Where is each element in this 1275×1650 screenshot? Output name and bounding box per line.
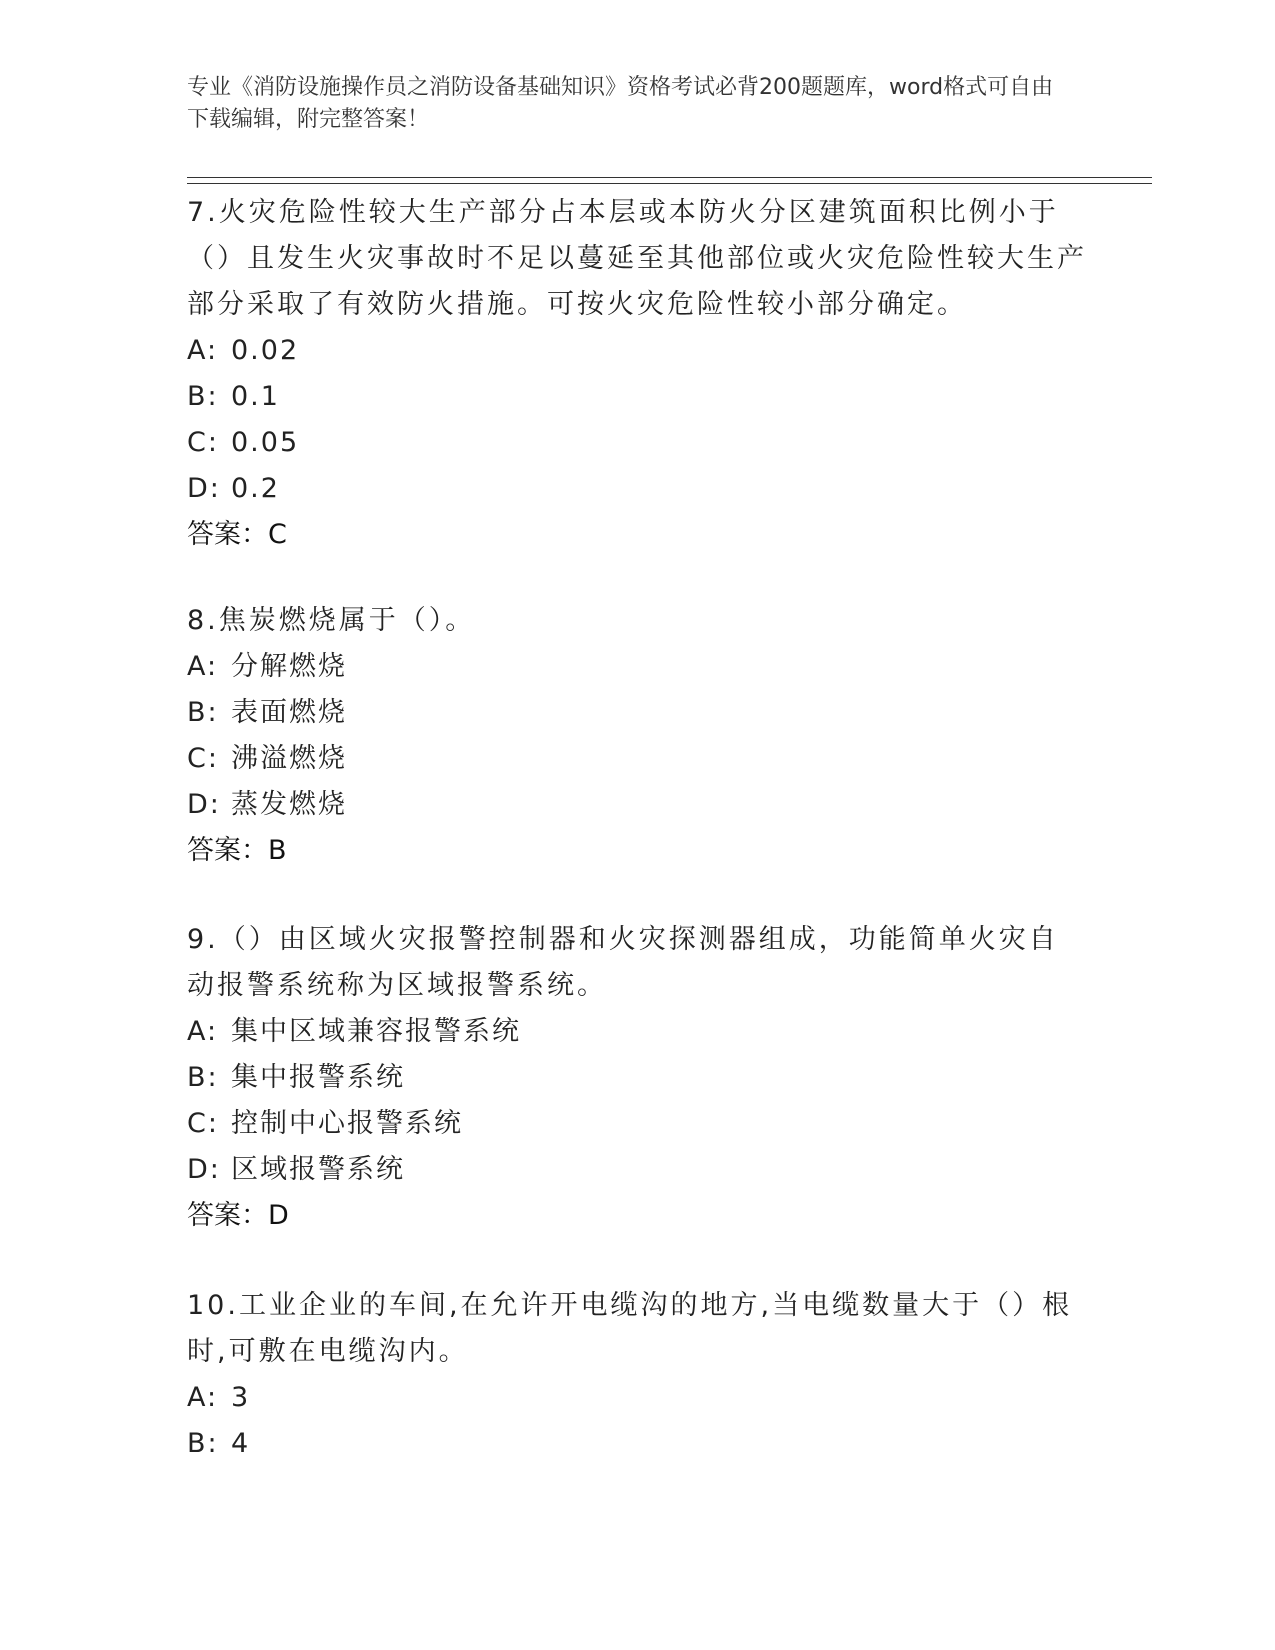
option-key: B: [187, 1062, 219, 1093]
option-key: D: [187, 1154, 221, 1185]
option-key: B: [187, 381, 219, 412]
option-key: B: [187, 697, 219, 728]
option-key: A: [187, 1382, 219, 1413]
option-a [187, 1009, 1087, 1055]
option-text: 蒸发燃烧 [231, 789, 347, 820]
option-a [187, 644, 1087, 690]
option-text: 0.2 [231, 473, 280, 504]
option-a [187, 328, 1087, 374]
option-text: 0.1 [231, 381, 280, 412]
option-key: B: [187, 1428, 219, 1459]
option-key: C: [187, 743, 219, 774]
option-b [187, 690, 1087, 736]
header-divider-top [187, 177, 1152, 178]
option-key: A: [187, 651, 219, 682]
answer: 答案：C [187, 519, 287, 550]
option-d [187, 782, 1087, 828]
option-text: 分解燃烧 [231, 651, 347, 682]
option-c [187, 420, 1087, 466]
option-text: 4 [231, 1428, 251, 1459]
option-text: 表面燃烧 [231, 697, 347, 728]
option-b [187, 374, 1087, 420]
question-7 [187, 190, 1087, 558]
option-key: A: [187, 335, 219, 366]
header-divider-bottom [187, 183, 1152, 184]
answer: 答案：D [187, 1200, 289, 1231]
option-text: 沸溢燃烧 [231, 743, 347, 774]
question-8 [187, 598, 1087, 874]
option-d [187, 466, 1087, 512]
question-stem: 10.工业企业的车间,在允许开电缆沟的地方,当电缆数量大于（）根时,可敷在电缆沟内。 [187, 1290, 1073, 1367]
question-stem: 8.焦炭燃烧属于（）。 [187, 605, 476, 636]
option-c [187, 736, 1087, 782]
option-key: D: [187, 789, 221, 820]
question-stem: 7.火灾危险性较大生产部分占本层或本防火分区建筑面积比例小于（）且发生火灾事故时不足以蔓延至其他部位或火灾危险性较大生产部分采取了有效防火措施。可按火灾危险性较小部分确定。 [187, 197, 1087, 320]
option-text: 集中报警系统 [231, 1062, 405, 1093]
option-key: C: [187, 1108, 219, 1139]
option-key: A: [187, 1016, 219, 1047]
option-b [187, 1055, 1087, 1101]
option-b [187, 1421, 1087, 1467]
option-c [187, 1101, 1087, 1147]
question-10 [187, 1283, 1087, 1467]
answer: 答案：B [187, 835, 287, 866]
option-text: 0.05 [231, 427, 300, 458]
option-text: 0.02 [231, 335, 300, 366]
option-d [187, 1147, 1087, 1193]
document-header: 专业《消防设施操作员之消防设备基础知识》资格考试必背200题题库，word格式可自由下载编辑，附完整答案！ [187, 75, 1054, 132]
option-text: 控制中心报警系统 [231, 1108, 463, 1139]
question-9 [187, 917, 1087, 1239]
question-stem: 9.（）由区域火灾报警控制器和火灾探测器组成，功能简单火灾自动报警系统称为区域报警系统。 [187, 924, 1059, 1001]
option-text: 区域报警系统 [231, 1154, 405, 1185]
option-key: C: [187, 427, 219, 458]
option-a [187, 1375, 1087, 1421]
option-text: 3 [231, 1382, 251, 1413]
option-key: D: [187, 473, 221, 504]
option-text: 集中区域兼容报警系统 [231, 1016, 521, 1047]
